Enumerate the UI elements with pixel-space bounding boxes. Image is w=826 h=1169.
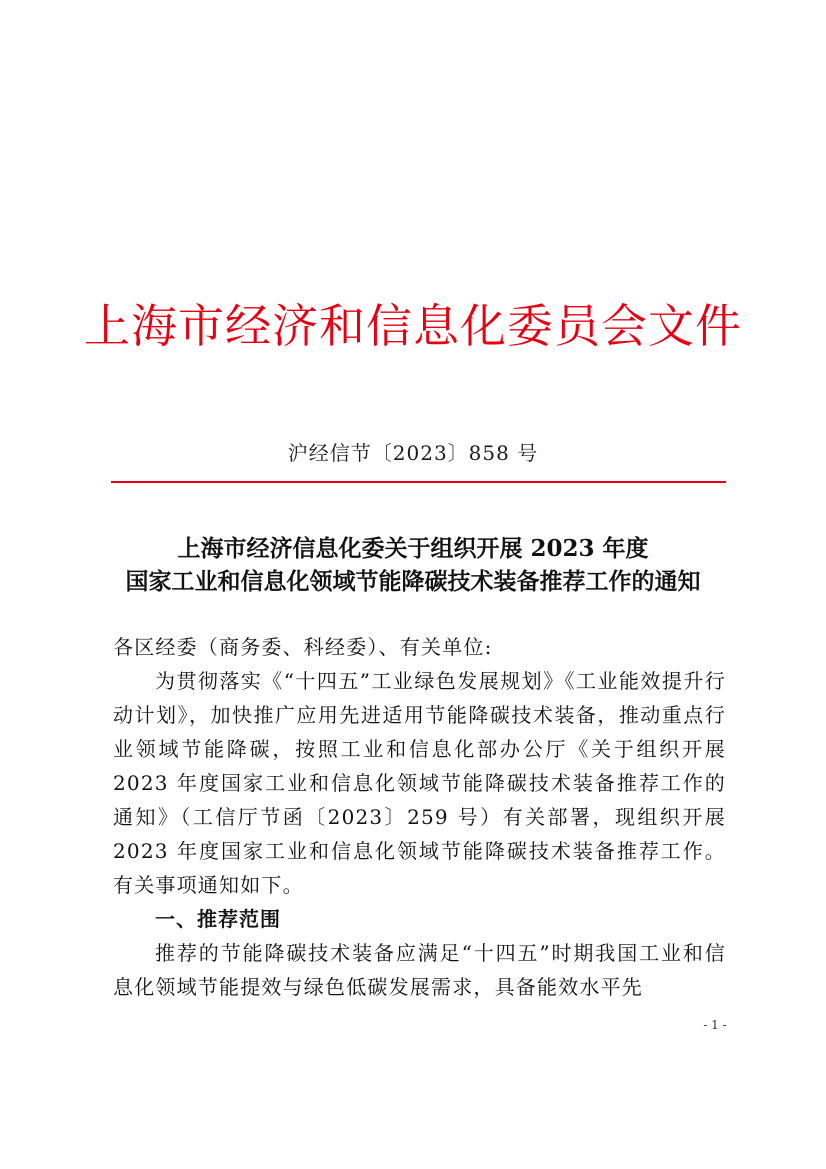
title-line-1: 上海市经济信息化委关于组织开展 2023 年度 [177,535,649,562]
page-number: - 1 - [703,1018,727,1032]
salutation: 各区经委（商务委、科经委）、有关单位: [113,635,493,659]
title-line-2: 国家工业和信息化领域节能降碳技术装备推荐工作的通知 [125,568,701,595]
red-separator-line [111,481,726,483]
document-body [113,630,726,1004]
paragraph-2: 推荐的节能降碳技术装备应满足“十四五”时期我国工业和信息化领域节能提效与绿色低碳发展需求，具备能效水平先 [113,941,726,999]
notice-title [100,532,726,598]
masthead: 上海市经济和信息化委员会文件 [84,299,742,353]
section-heading-1: 一、推荐范围 [155,907,281,931]
paragraph-1: 为贯彻落实《“十四五”工业绿色发展规划》《工业能效提升行动计划》，加快推广应用先进适用节能降碳技术装备，推动重点行业领域节能降碳，按照工业和信息化部办公厅《关于组织开展 2023 年度国家工业和信息化领域节能降碳技术装备推荐工作的通知》（工信厅节函〔2023〕259 号）有关部署，现组织开展 2023 年度国家工业和信息化领域节能降碳技术装备推荐工作。有关事项通知如下。 [113,669,726,897]
document-number: 沪经信节〔2023〕858 号 [287,441,539,465]
